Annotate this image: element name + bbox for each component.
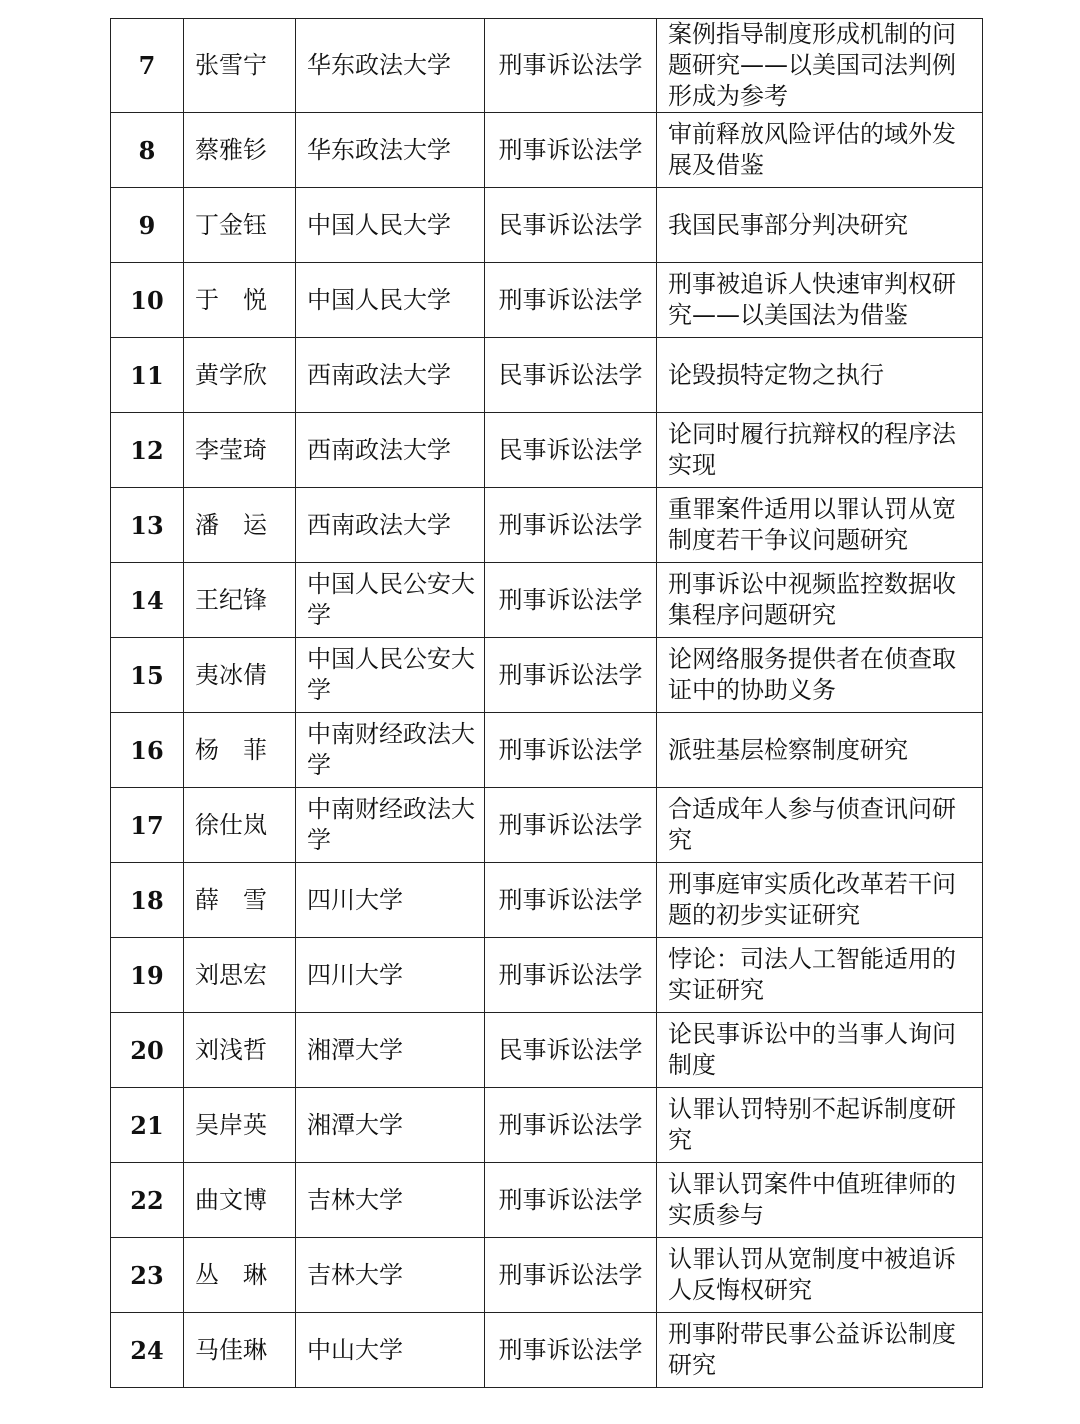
student-name-text: 马佳琳 [195, 1335, 267, 1364]
row-number-text: 19 [130, 960, 164, 990]
thesis-title-text: 认罪认罚从宽制度中被追诉人反悔权研究 [668, 1245, 956, 1304]
thesis-title-cell [657, 938, 983, 1013]
student-name-text: 王纪锋 [195, 585, 267, 614]
student-name-cell [184, 338, 296, 413]
thesis-title-cell [657, 263, 983, 338]
student-name-text: 于 悦 [195, 285, 267, 314]
thesis-title-cell [657, 638, 983, 713]
row-number-text: 22 [130, 1185, 164, 1215]
thesis-title-cell [657, 1238, 983, 1313]
thesis-title-text: 重罪案件适用以罪认罚从宽制度若干争议问题研究 [668, 495, 956, 554]
row-number-text: 12 [130, 435, 164, 465]
thesis-title-text: 审前释放风险评估的域外发展及借鉴 [668, 120, 956, 179]
row-number-cell [111, 788, 184, 863]
student-name-text: 刘浅哲 [195, 1035, 267, 1064]
table-row [111, 1238, 983, 1313]
university-cell [296, 1163, 485, 1238]
thesis-title-text: 刑事附带民事公益诉讼制度研究 [668, 1320, 956, 1379]
university-text: 四川大学 [307, 885, 403, 914]
university-text: 华东政法大学 [307, 135, 451, 164]
student-name-cell [184, 113, 296, 188]
major-cell [485, 113, 657, 188]
table-row [111, 263, 983, 338]
row-number-text: 24 [130, 1335, 164, 1365]
student-name-cell [184, 1163, 296, 1238]
row-number-text: 16 [130, 735, 164, 765]
thesis-title-text: 论同时履行抗辩权的程序法实现 [668, 420, 956, 479]
major-cell [485, 1238, 657, 1313]
university-text: 中国人民公安大学 [307, 570, 475, 629]
student-name-cell [184, 1088, 296, 1163]
major-text: 刑事诉讼法学 [498, 885, 643, 914]
major-text: 刑事诉讼法学 [498, 135, 643, 164]
thesis-title-cell [657, 563, 983, 638]
row-number-text: 21 [130, 1110, 164, 1140]
major-cell [485, 938, 657, 1013]
university-cell [296, 338, 485, 413]
thesis-title-cell [657, 1313, 983, 1388]
student-name-cell [184, 1313, 296, 1388]
student-name-text: 刘思宏 [195, 960, 267, 989]
university-cell [296, 263, 485, 338]
table-row [111, 1163, 983, 1238]
university-text: 中南财经政法大学 [307, 720, 475, 779]
student-name-cell [184, 938, 296, 1013]
row-number-cell [111, 563, 184, 638]
thesis-title-text: 刑事诉讼中视频监控数据收集程序问题研究 [668, 570, 956, 629]
university-cell [296, 19, 485, 113]
thesis-title-text: 派驻基层检察制度研究 [668, 735, 908, 764]
table-row [111, 1013, 983, 1088]
university-cell [296, 863, 485, 938]
major-text: 刑事诉讼法学 [498, 1335, 643, 1364]
thesis-title-text: 刑事被追诉人快速审判权研究——以美国法为借鉴 [668, 270, 956, 329]
table-row [111, 1088, 983, 1163]
university-text: 西南政法大学 [307, 510, 451, 539]
row-number-text: 18 [130, 885, 164, 915]
major-cell [485, 713, 657, 788]
thesis-title-text: 论民事诉讼中的当事人询问制度 [668, 1020, 956, 1079]
row-number-cell [111, 1313, 184, 1388]
student-name-cell [184, 263, 296, 338]
award-list-table [110, 18, 983, 1388]
major-text: 刑事诉讼法学 [498, 660, 643, 689]
university-text: 四川大学 [307, 960, 403, 989]
table-row [111, 488, 983, 563]
student-name-cell [184, 488, 296, 563]
thesis-title-text: 刑事庭审实质化改革若干问题的初步实证研究 [668, 870, 956, 929]
row-number-cell [111, 1238, 184, 1313]
major-text: 刑事诉讼法学 [498, 585, 643, 614]
row-number-text: 14 [130, 585, 164, 615]
thesis-title-cell [657, 488, 983, 563]
major-cell [485, 788, 657, 863]
university-cell [296, 488, 485, 563]
thesis-title-cell [657, 188, 983, 263]
major-text: 刑事诉讼法学 [498, 810, 643, 839]
row-number-text: 9 [138, 210, 156, 240]
thesis-title-cell [657, 713, 983, 788]
table-row [111, 788, 983, 863]
university-text: 中山大学 [307, 1335, 403, 1364]
university-text: 吉林大学 [307, 1185, 403, 1214]
student-name-cell [184, 638, 296, 713]
major-text: 刑事诉讼法学 [498, 510, 643, 539]
major-text: 刑事诉讼法学 [498, 735, 643, 764]
row-number-cell [111, 338, 184, 413]
major-cell [485, 1088, 657, 1163]
row-number-cell [111, 1088, 184, 1163]
thesis-title-text: 认罪认罚特别不起诉制度研究 [668, 1095, 956, 1154]
major-text: 刑事诉讼法学 [498, 51, 643, 79]
row-number-cell [111, 488, 184, 563]
table-row [111, 1313, 983, 1388]
row-number-cell [111, 263, 184, 338]
row-number-cell [111, 413, 184, 488]
thesis-title-text: 合适成年人参与侦查讯问研究 [668, 795, 956, 854]
table-row [111, 413, 983, 488]
major-text: 民事诉讼法学 [498, 1035, 643, 1064]
major-cell [485, 863, 657, 938]
table-body [111, 19, 983, 1388]
major-text: 民事诉讼法学 [498, 435, 643, 464]
row-number-text: 20 [130, 1035, 164, 1065]
table-row [111, 338, 983, 413]
student-name-cell [184, 713, 296, 788]
thesis-title-text: 悖论：司法人工智能适用的实证研究 [668, 945, 956, 1004]
major-text: 刑事诉讼法学 [498, 285, 643, 314]
row-number-text: 17 [130, 810, 164, 840]
university-text: 西南政法大学 [307, 435, 451, 464]
student-name-text: 李莹琦 [195, 435, 267, 464]
row-number-text: 11 [130, 360, 164, 390]
row-number-text: 15 [130, 660, 164, 690]
major-cell [485, 338, 657, 413]
row-number-cell [111, 113, 184, 188]
major-text: 民事诉讼法学 [498, 360, 643, 389]
major-cell [485, 413, 657, 488]
major-text: 刑事诉讼法学 [498, 1110, 643, 1139]
row-number-cell [111, 938, 184, 1013]
thesis-title-cell [657, 1163, 983, 1238]
student-name-cell [184, 19, 296, 113]
thesis-title-cell [657, 788, 983, 863]
student-name-cell [184, 788, 296, 863]
table-row [111, 563, 983, 638]
major-text: 刑事诉讼法学 [498, 1260, 643, 1289]
row-number-cell [111, 1013, 184, 1088]
table-row [111, 188, 983, 263]
table-row [111, 19, 983, 113]
thesis-title-text: 论毁损特定物之执行 [668, 360, 884, 389]
table-row [111, 938, 983, 1013]
student-name-text: 薛 雪 [195, 885, 267, 914]
student-name-text: 丛 琳 [195, 1260, 267, 1289]
student-name-text: 吴岸英 [195, 1110, 267, 1139]
major-text: 刑事诉讼法学 [498, 960, 643, 989]
student-name-text: 杨 菲 [195, 735, 267, 764]
university-cell [296, 938, 485, 1013]
university-text: 中国人民大学 [307, 285, 451, 314]
row-number-cell [111, 863, 184, 938]
university-cell [296, 788, 485, 863]
thesis-title-text: 案例指导制度形成机制的问题研究——以美国司法判例形成为参考 [668, 20, 956, 110]
university-cell [296, 1238, 485, 1313]
university-cell [296, 713, 485, 788]
student-name-text: 蔡雅钐 [195, 135, 267, 164]
student-name-cell [184, 863, 296, 938]
major-text: 民事诉讼法学 [498, 210, 643, 239]
row-number-text: 7 [138, 51, 156, 80]
document-page [110, 18, 983, 1388]
university-cell [296, 413, 485, 488]
row-number-text: 13 [130, 510, 164, 540]
row-number-cell [111, 19, 184, 113]
major-cell [485, 1313, 657, 1388]
thesis-title-cell [657, 1088, 983, 1163]
student-name-text: 丁金钰 [195, 210, 267, 239]
university-cell [296, 1013, 485, 1088]
student-name-text: 潘 运 [195, 510, 267, 539]
student-name-cell [184, 413, 296, 488]
row-number-cell [111, 188, 184, 263]
row-number-cell [111, 1163, 184, 1238]
major-cell [485, 1163, 657, 1238]
university-cell [296, 188, 485, 263]
row-number-text: 10 [130, 285, 164, 315]
thesis-title-cell [657, 113, 983, 188]
thesis-title-text: 我国民事部分判决研究 [668, 210, 908, 239]
student-name-cell [184, 563, 296, 638]
table-row [111, 638, 983, 713]
major-cell [485, 263, 657, 338]
thesis-title-text: 论网络服务提供者在侦查取证中的协助义务 [668, 645, 956, 704]
student-name-cell [184, 1238, 296, 1313]
thesis-title-text: 认罪认罚案件中值班律师的实质参与 [668, 1170, 956, 1229]
thesis-title-cell [657, 863, 983, 938]
table-row [111, 863, 983, 938]
university-text: 湘潭大学 [307, 1035, 403, 1064]
major-cell [485, 563, 657, 638]
university-cell [296, 563, 485, 638]
student-name-cell [184, 188, 296, 263]
university-cell [296, 638, 485, 713]
student-name-text: 徐仕岚 [195, 810, 267, 839]
university-cell [296, 1088, 485, 1163]
university-text: 西南政法大学 [307, 360, 451, 389]
major-cell [485, 1013, 657, 1088]
university-text: 中国人民大学 [307, 210, 451, 239]
row-number-cell [111, 638, 184, 713]
university-text: 中南财经政法大学 [307, 795, 475, 854]
student-name-text: 曲文博 [195, 1185, 267, 1214]
thesis-title-cell [657, 338, 983, 413]
row-number-text: 8 [138, 135, 156, 165]
thesis-title-cell [657, 1013, 983, 1088]
university-text: 湘潭大学 [307, 1110, 403, 1139]
major-cell [485, 638, 657, 713]
major-cell [485, 188, 657, 263]
university-text: 华东政法大学 [307, 51, 451, 79]
table-row [111, 713, 983, 788]
university-text: 中国人民公安大学 [307, 645, 475, 704]
university-cell [296, 113, 485, 188]
student-name-text: 黄学欣 [195, 360, 267, 389]
student-name-text: 张雪宁 [195, 51, 267, 79]
row-number-cell [111, 713, 184, 788]
student-name-text: 夷冰倩 [195, 660, 267, 689]
row-number-text: 23 [130, 1260, 164, 1290]
university-text: 吉林大学 [307, 1260, 403, 1289]
major-text: 刑事诉讼法学 [498, 1185, 643, 1214]
thesis-title-cell [657, 413, 983, 488]
thesis-title-cell [657, 19, 983, 113]
university-cell [296, 1313, 485, 1388]
major-cell [485, 488, 657, 563]
major-cell [485, 19, 657, 113]
table-row [111, 113, 983, 188]
student-name-cell [184, 1013, 296, 1088]
